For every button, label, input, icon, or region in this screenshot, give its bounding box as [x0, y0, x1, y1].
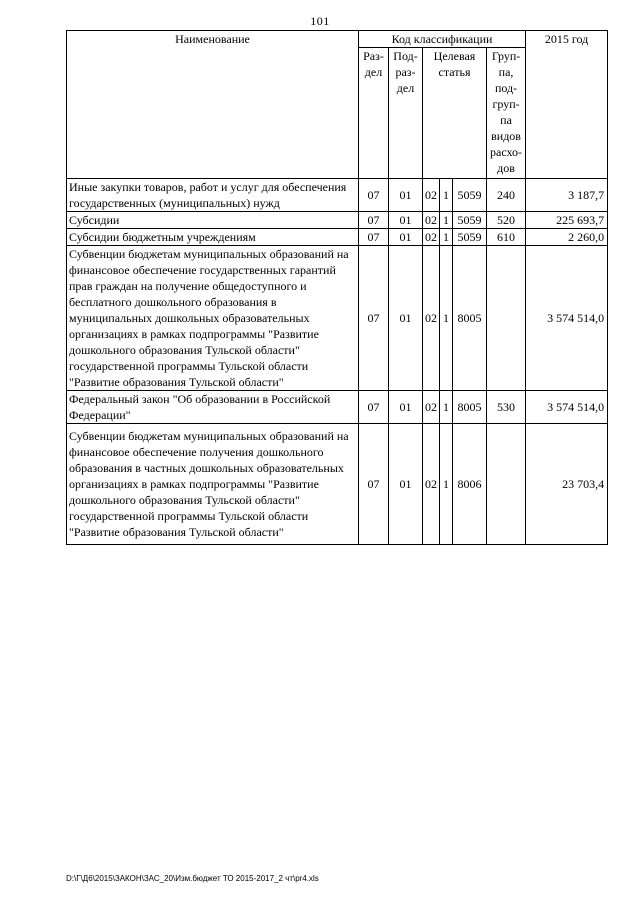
row-target-2: 1: [440, 246, 453, 391]
row-razdel: 07: [359, 246, 389, 391]
row-target-2: 1: [440, 391, 453, 424]
row-razdel: 07: [359, 212, 389, 229]
row-name: Иные закупки товаров, работ и услуг для обеспечения государственных (муниципальных) нужд: [67, 179, 359, 212]
row-name: Субсидии: [67, 212, 359, 229]
row-amount: 3 187,7: [526, 179, 608, 212]
row-group: 610: [487, 229, 526, 246]
row-target-3: 5059: [453, 179, 487, 212]
row-podrazdel: 01: [389, 391, 423, 424]
row-target-3: 5059: [453, 212, 487, 229]
row-amount: 225 693,7: [526, 212, 608, 229]
table-row: [67, 212, 608, 229]
row-amount: 3 574 514,0: [526, 391, 608, 424]
row-razdel: 07: [359, 424, 389, 545]
header-group: Груп- па, под- груп- па видов расхо- дов: [487, 48, 526, 179]
row-target-3: 5059: [453, 229, 487, 246]
row-podrazdel: 01: [389, 229, 423, 246]
row-target-2: 1: [440, 179, 453, 212]
row-name: Субвенции бюджетам муниципальных образований на финансовое обеспечение получения дошкольного образования в частных дошкольных образовательных организациях в рамках подпрограммы "Развитие дошкольного образования Тульской области" государственной программы Тульской области "Развитие образования Тульской области": [67, 424, 359, 545]
row-name: Субвенции бюджетам муниципальных образований на финансовое обеспечение государственных гарантий прав граждан на получение общедоступного и бесплатного дошкольного образования в муниципальных дошкольных образовательных организациях в рамках подпрограммы "Развитие дошкольного образования Тульской области" государственной программы Тульской области "Развитие образования Тульской области": [67, 246, 359, 391]
file-path-footer: D:\Г\Д6\2015\ЗАКОН\ЗАС_20\Изм.бюджет ТО 2015-2017_2 чт\pr4.xls: [66, 874, 319, 883]
budget-table: [66, 30, 608, 545]
table-row: [67, 229, 608, 246]
header-razdel: Раз- дел: [359, 48, 389, 179]
row-podrazdel: 01: [389, 246, 423, 391]
row-target-1: 02: [423, 246, 440, 391]
row-group: 530: [487, 391, 526, 424]
row-podrazdel: 01: [389, 179, 423, 212]
row-podrazdel: 01: [389, 212, 423, 229]
row-group: [487, 424, 526, 545]
table-row: [67, 391, 608, 424]
row-target-2: 1: [440, 424, 453, 545]
row-target-1: 02: [423, 424, 440, 545]
row-target-3: 8006: [453, 424, 487, 545]
row-target-1: 02: [423, 229, 440, 246]
row-amount: 2 260,0: [526, 229, 608, 246]
row-name: Федеральный закон "Об образовании в Российской Федерации": [67, 391, 359, 424]
row-target-1: 02: [423, 391, 440, 424]
page-number: 101: [310, 14, 330, 28]
header-name: Наименование: [67, 31, 359, 179]
row-amount: 3 574 514,0: [526, 246, 608, 391]
row-group: [487, 246, 526, 391]
row-podrazdel: 01: [389, 424, 423, 545]
row-name: Субсидии бюджетным учреждениям: [67, 229, 359, 246]
header-target: Целевая статья: [423, 48, 487, 179]
table-row: [67, 246, 608, 391]
row-target-1: 02: [423, 212, 440, 229]
header-year: 2015 год: [526, 31, 608, 179]
row-group: 520: [487, 212, 526, 229]
row-target-3: 8005: [453, 246, 487, 391]
row-target-3: 8005: [453, 391, 487, 424]
table-row: [67, 179, 608, 212]
header-podrazdel: Под- раз- дел: [389, 48, 423, 179]
row-group: 240: [487, 179, 526, 212]
row-amount: 23 703,4: [526, 424, 608, 545]
row-target-2: 1: [440, 212, 453, 229]
row-target-1: 02: [423, 179, 440, 212]
row-razdel: 07: [359, 229, 389, 246]
row-target-2: 1: [440, 229, 453, 246]
row-razdel: 07: [359, 391, 389, 424]
header-row-top: [67, 31, 608, 48]
header-code: Код классификации: [359, 31, 526, 48]
row-razdel: 07: [359, 179, 389, 212]
table-row: [67, 424, 608, 545]
